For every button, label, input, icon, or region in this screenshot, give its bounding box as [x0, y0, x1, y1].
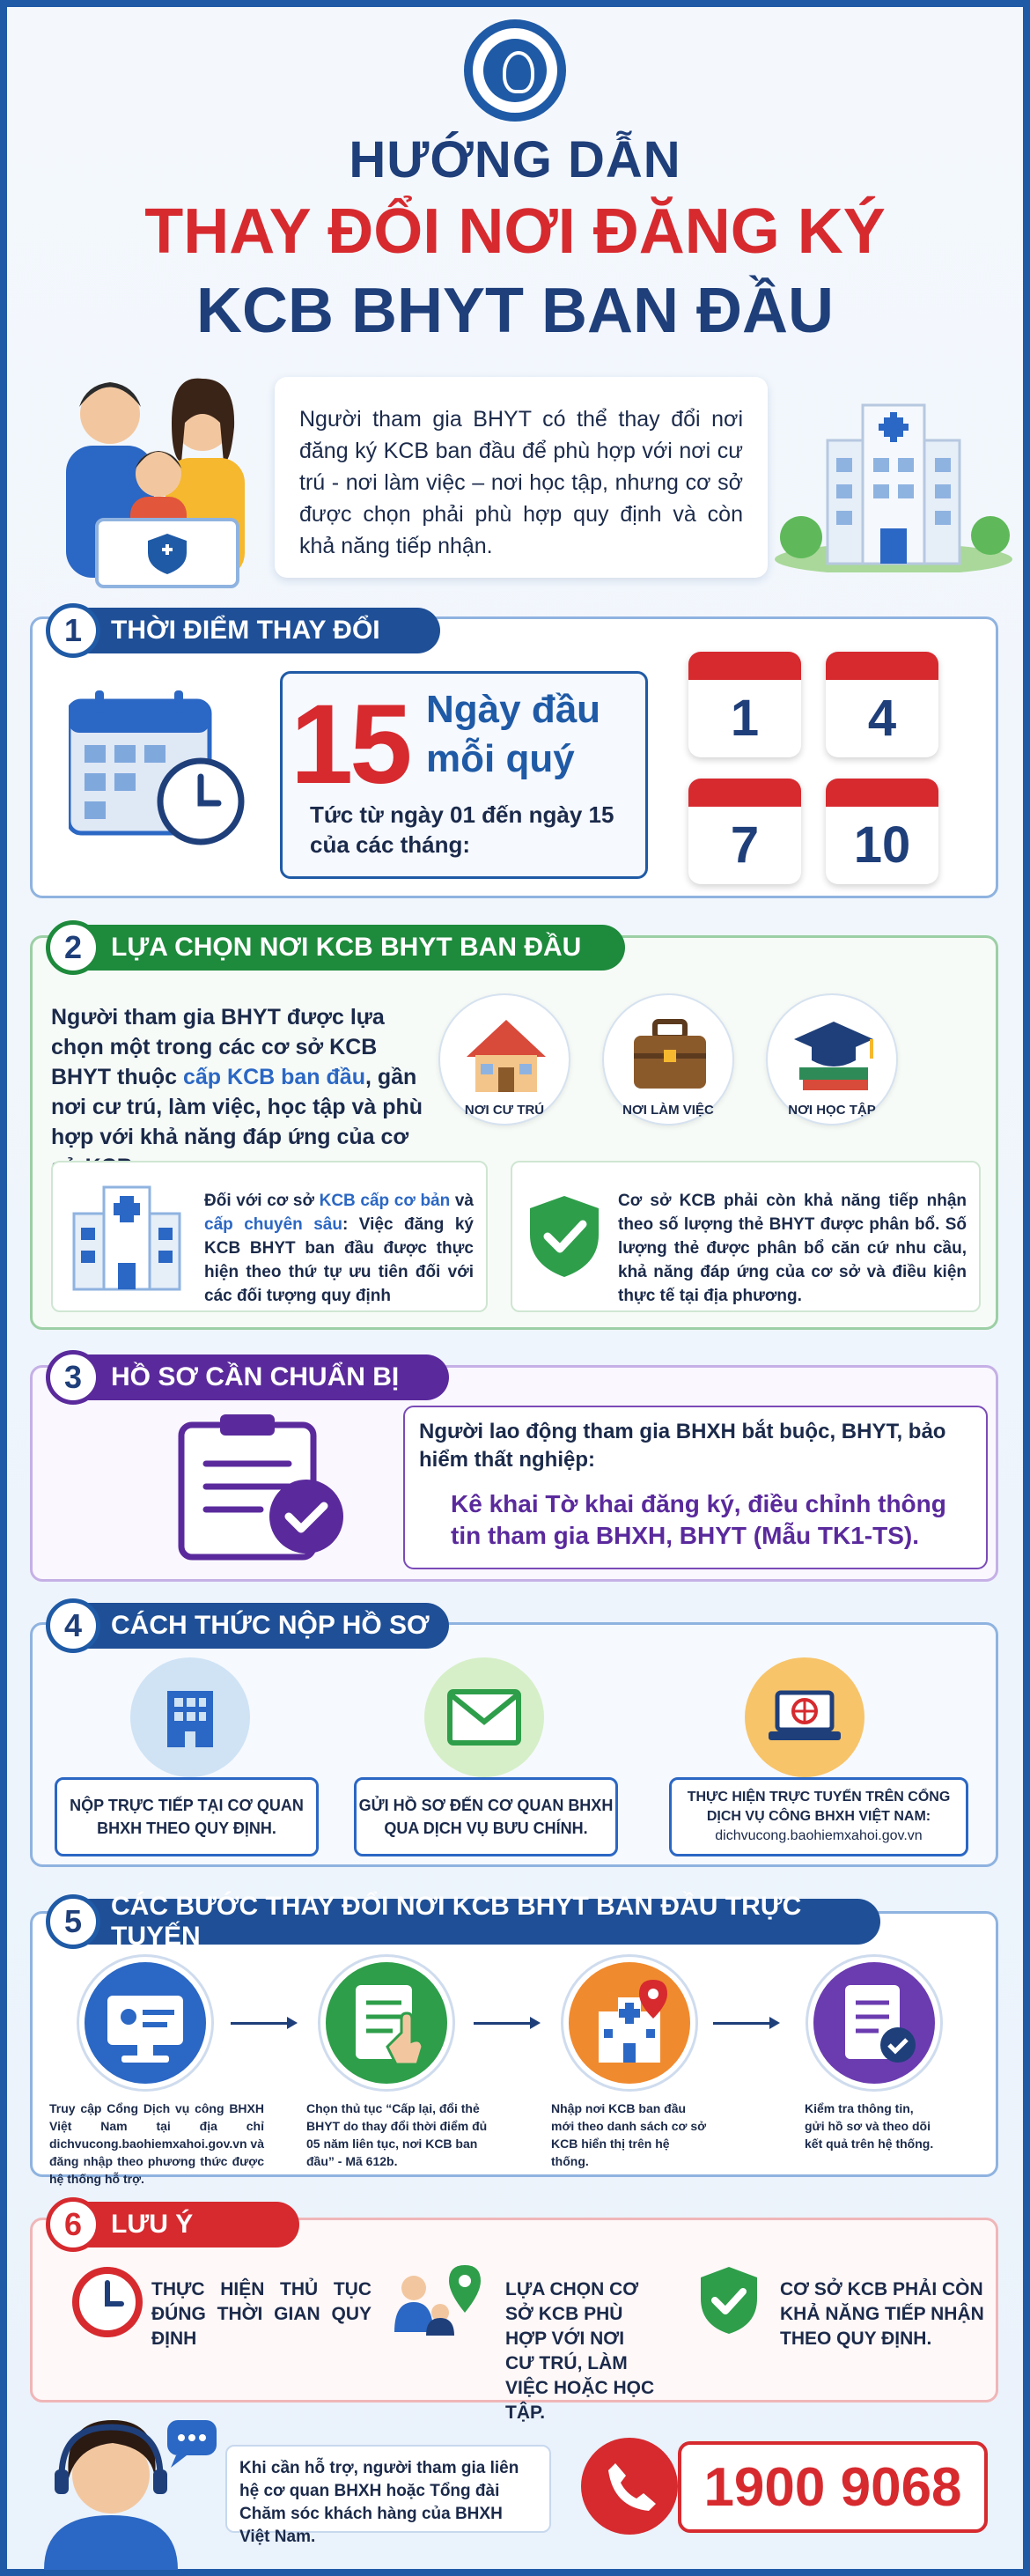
section-1-number: 1 [46, 603, 100, 658]
section-6-number: 6 [46, 2197, 100, 2252]
online-laptop-icon [745, 1657, 864, 1777]
first-days-line-1: Ngày đầu [426, 688, 601, 731]
place-label-work: NƠI LÀM VIỆC [622, 1103, 714, 1118]
section-3-number: 3 [46, 1350, 100, 1405]
section-3-title: HỒ SƠ CẦN CHUẨN BỊ [62, 1354, 449, 1400]
step-arrow-3 [713, 2022, 775, 2025]
section-2-number: 2 [46, 920, 100, 975]
place-label-study: NƠI HỌC TẬP [788, 1103, 876, 1118]
method-postal: GỬI HỒ SƠ ĐẾN CƠ QUAN BHXH QUA DỊCH VỤ BƯU CHÍNH. [354, 1777, 618, 1856]
section-4-title: CÁCH THỨC NỘP HỒ SƠ [62, 1603, 449, 1649]
month-calendar-10 [826, 779, 938, 884]
capacity-card-text: Cơ sở KCB phải còn khả năng tiếp nhận theo số lượng thẻ BHYT được phân bổ. Số lượng thẻ được phân bổ căn cứ nhu cầu, khả năng đáp ứng của cơ sở và điều kiện thực tế tại địa phương. [618, 1192, 967, 1305]
month-7: 7 [730, 816, 760, 874]
support-agent-illustration [35, 2413, 220, 2570]
section-5-title: CÁC BƯỚC THAY ĐỔI NƠI KCB BHYT BAN ĐẦU TRỰC TUYẾN [62, 1899, 880, 1945]
method-direct: NỘP TRỰC TIẾP TẠI CƠ QUAN BHXH THEO QUY ĐỊNH. [55, 1777, 319, 1856]
card1-highlight-advanced: cấp chuyên sâu [204, 1215, 342, 1234]
month-1: 1 [730, 690, 760, 747]
section-2-text [51, 1002, 438, 1182]
family-illustration [35, 361, 282, 590]
shield-check-icon [525, 1192, 604, 1281]
step-arrow-2 [474, 2022, 535, 2025]
month-4: 4 [867, 690, 897, 747]
section-4-number: 4 [46, 1598, 100, 1653]
person-location-icon [387, 2262, 493, 2336]
title-line-3: KCB BHYT BAN ĐẦU [196, 276, 834, 346]
office-building-icon [130, 1657, 250, 1777]
title-line-2: THAY ĐỔI NƠI ĐĂNG KÝ [144, 196, 886, 267]
section-6-title: LƯU Ý [62, 2202, 299, 2248]
s2-text-a: Người tham gia BHYT được lựa chọn một trong các cơ sở KCB BHYT thuộc [51, 1005, 385, 1089]
date-range-note-1: Tức từ ngày 01 đến ngày 15 [310, 801, 614, 828]
card1-text-c: : Việc đăng ký KCB BHYT ban đầu được thực hiện theo thứ tự ưu tiên đối với các đối tượng quy định [204, 1215, 474, 1305]
mail-envelope-icon [424, 1657, 544, 1777]
section-1-title: THỜI ĐIỂM THAY ĐỔI [62, 608, 440, 653]
section-2-title: LỰA CHỌN NƠI KCB BHYT BAN ĐẦU [62, 925, 625, 971]
dossier-form: Kê khai Tờ khai đăng ký, điều chỉnh thông tin tham gia BHXH, BHYT (Mẫu TK1-TS). [451, 1490, 946, 1549]
month-calendar-4 [826, 652, 938, 757]
first-days-line-2: mỗi quý [426, 737, 575, 780]
method-online-text: THỰC HIỆN TRỰC TUYẾN TRÊN CỔNG DỊCH VỤ CÔNG BHXH VIỆT NAM: [687, 1790, 951, 1824]
method-online-url: dichvucong.baohiemxahoi.gov.vn [715, 1828, 923, 1843]
note-deadline: THỰC HIỆN THỦ TỤC ĐÚNG THỜI GIAN QUY ĐỊNH [151, 2279, 372, 2349]
hotline-number[interactable]: 1900 9068 [678, 2441, 988, 2533]
s2-text-b: , gần nơi cư trú, làm việc, học tập và phù hợp với khả năng đáp ứng của cơ [51, 1065, 423, 1149]
intro-card: Người tham gia BHYT có thể thay đổi nơi đăng ký KCB ban đầu để phù hợp với nơi cư trú - nơi làm việc – nơi học tập, nhưng cơ sở được chọn phải phù hợp quy định và còn khả năng tiếp nhận. [275, 377, 768, 578]
clock-icon [70, 2265, 144, 2339]
hospital-illustration [775, 379, 1012, 572]
priority-card-text [204, 1189, 474, 1308]
section-5-number: 5 [46, 1894, 100, 1949]
phone-icon [581, 2438, 678, 2535]
step-3-text: Nhập nơi KCB ban đầu mới theo danh sách cơ sở KCB hiển thị trên hệ thống. [551, 2101, 707, 2168]
place-label-residence: NƠI CƯ TRÚ [464, 1103, 545, 1118]
date-range-note-2: của các tháng: [310, 831, 471, 858]
method-online [669, 1777, 968, 1856]
month-10: 10 [853, 816, 911, 874]
date-range-note [310, 800, 614, 860]
hospital-building-icon [65, 1178, 188, 1293]
dossier-audience: Người lao động tham gia BHXH bắt buộc, BHYT, bảo hiểm thất nghiệp: [419, 1420, 946, 1472]
fifteen-number: 15 [291, 682, 409, 808]
s2-text-highlight: cấp KCB ban đầu [183, 1065, 365, 1089]
calendar-clock-icon [69, 689, 245, 847]
bhxh-logo [464, 19, 566, 122]
step-4-text: Kiểm tra thông tin, gửi hồ sơ và theo dõi kết quả trên hệ thống. [805, 2101, 934, 2151]
card1-highlight-basic: KCB cấp cơ bản [319, 1192, 451, 1210]
portal-login-icon [79, 1957, 211, 2089]
shield-check-icon-2 [695, 2263, 762, 2337]
select-procedure-icon [320, 1957, 452, 2089]
step-1-text: Truy cập Cổng Dịch vụ công BHXH Việt Nam tại địa chỉ dichvucong.baohiemxahoi.gov.vn và đăng nhập theo phương thức được hệ thống hỗ trợ. [49, 2101, 265, 2186]
support-info: Khi cần hỗ trợ, người tham gia liên hệ cơ quan BHXH hoặc Tổng đài Chăm sóc khách hàng của BHXH Việt Nam. [225, 2445, 551, 2533]
first-days-label [426, 685, 600, 784]
step-arrow-1 [231, 2022, 292, 2025]
clipboard-check-icon [176, 1413, 352, 1562]
submit-form-check-icon [808, 1957, 940, 2089]
step-2-text: Chọn thủ tục “Cấp lại, đổi thẻ BHYT do thay đổi thời điểm đủ 05 năm liên tục, nơi KCB ban đầu” - Mã 612b. [306, 2101, 488, 2168]
card1-text-a: Đối với cơ sở [204, 1192, 320, 1210]
note-capacity: CƠ SỞ KCB PHẢI CÒN KHẢ NĂNG TIẾP NHẬN THEO QUY ĐỊNH. [780, 2279, 984, 2349]
month-calendar-7 [688, 779, 801, 884]
title-line-1: HƯỚNG DẪN [349, 131, 681, 188]
month-calendar-1 [688, 652, 801, 757]
note-choose-facility: LỰA CHỌN CƠ SỞ KCB PHÙ HỢP VỚI NƠI CƯ TRÚ, LÀM VIỆC HOẶC HỌC TẬP. [505, 2279, 655, 2423]
card1-text-b: và [450, 1192, 474, 1210]
hospital-location-icon [563, 1957, 695, 2089]
